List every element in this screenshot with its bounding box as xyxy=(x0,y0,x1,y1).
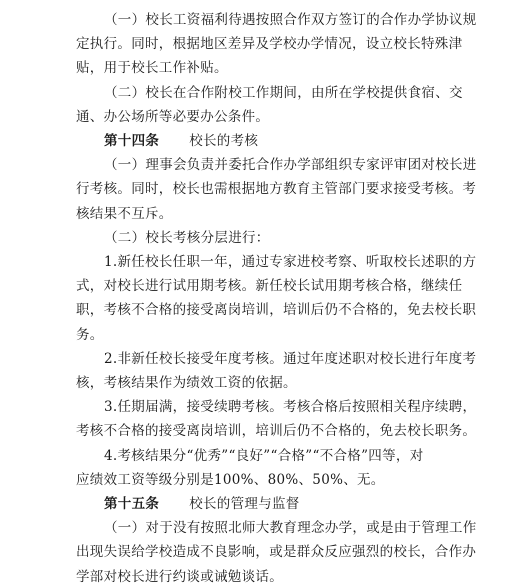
clause-13-para-1-line-3: 贴，用于校长工作补贴。 xyxy=(76,60,228,77)
clause-14-para-5-line-2: 考核不合格的接受离岗培训，培训后仍不合格的，免去校长职务。 xyxy=(76,423,477,440)
clause-14-heading xyxy=(104,129,258,149)
clause-13-para-1-line-1: （一）校长工资福利待遇按照合作双方签订的合作办学协议规 xyxy=(104,12,477,28)
clause-15-title: 校长的管理与监督 xyxy=(189,496,300,512)
clause-14-para-6-line-2: 应绩效工资等级分别是100%、80%、50%、无。 xyxy=(76,471,385,488)
clause-15-para-1-line-1: （一）对于没有按照北师大教育理念办学，或是由于管理工作 xyxy=(104,520,477,537)
clause-14-title: 校长的考核 xyxy=(189,133,259,149)
clause-14-para-6-line-1: 4.考核结果分“优秀”“良好”“合格”“不合格”四等，对 xyxy=(104,447,424,464)
clause-15-heading xyxy=(104,492,300,512)
clause-13-para-2-line-1: （二）校长在合作附校工作期间，由所在学校提供食宿、交 xyxy=(104,84,463,101)
clause-14-para-3-line-3: 职，考核不合格的接受离岗培训，培训后仍不合格的，免去校长职 xyxy=(76,302,477,319)
clause-13-para-2-line-2: 通、办公场所等必要办公条件。 xyxy=(76,108,270,125)
clause-15-number: 第十五条 xyxy=(104,496,160,512)
clause-14-para-1-line-2: 行考核。同时，校长也需根据地方教育主管部门要求接受考核。考 xyxy=(76,181,477,198)
clause-15-para-1-line-3: 学部对校长进行约谈或诫勉谈话。 xyxy=(76,568,283,585)
clause-14-para-4-line-1: 2.非新任校长接受年度考核。通过年度述职对校长进行年度考 xyxy=(104,350,477,367)
clause-14-number: 第十四条 xyxy=(104,133,160,149)
clause-13-para-1-line-2: 定执行。同时，根据地区差异及学校办学情况，设立校长特殊津 xyxy=(76,36,463,53)
clause-14-para-4-line-2: 核，考核结果作为绩效工资的依据。 xyxy=(76,375,297,391)
clause-14-para-1-line-3: 核结果不互斥。 xyxy=(76,205,173,222)
clause-14-para-3-line-2: 式，对校长进行试用期考核。新任校长试用期考核合格，继续任 xyxy=(76,278,463,295)
clause-14-para-3-line-4: 务。 xyxy=(76,326,104,343)
clause-14-para-3-line-1: 1.新任校长任职一年，通过专家进校考察、听取校长述职的方 xyxy=(104,254,477,270)
clause-15-para-1-line-2: 出现失误给学校造成不良影响，或是群众反应强烈的校长，合作办 xyxy=(76,544,477,561)
clause-14-para-2-line-1: （二）校长考核分层进行： xyxy=(104,229,270,246)
clause-14-para-5-line-1: 3.任期届满，接受续聘考核。考核合格后按照相关程序续聘， xyxy=(104,399,477,416)
clause-14-para-1-line-1: （一）理事会负责并委托合作办学部组织专家评审团对校长进 xyxy=(104,157,477,174)
